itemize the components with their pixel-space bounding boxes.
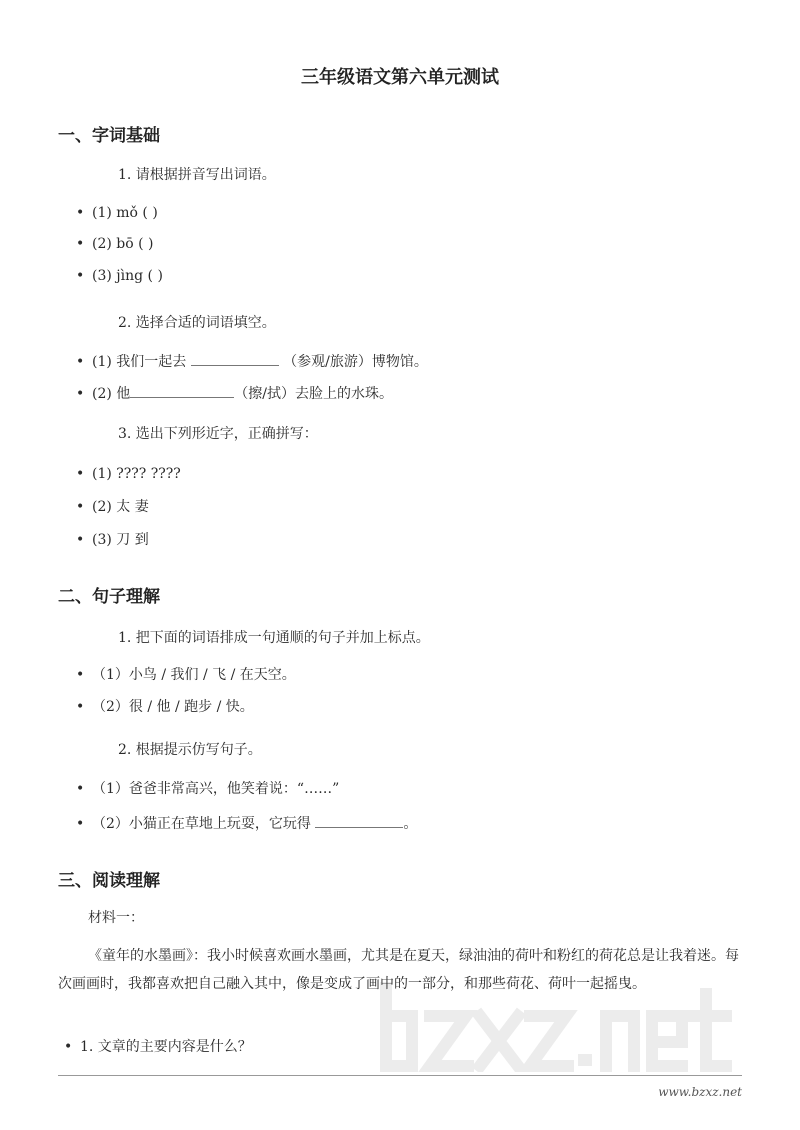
list-item (76, 351, 428, 372)
item-text: （1）爸爸非常高兴，他笑着说：“……” (92, 781, 340, 797)
question-prompt: 2. 选择合适的词语填空。 (118, 315, 276, 331)
list-item (76, 813, 417, 834)
footer-url: www.bzxz.net (658, 1085, 742, 1099)
material-label: 材料一： (88, 910, 144, 926)
item-text: （参观/旅游）博物馆。 (278, 354, 428, 370)
section-heading: 二、句子理解 (58, 587, 160, 607)
list-item: • (1) ???? ???? (76, 464, 181, 484)
section-heading: 三、阅读理解 (58, 871, 160, 891)
section-heading: 一、字词基础 (58, 126, 160, 146)
item-text: 。 (403, 816, 418, 832)
answer-blank[interactable] (130, 383, 234, 398)
list-item (76, 779, 339, 799)
list-item: • (1) mǒ ( ) (76, 203, 158, 223)
answer-blank[interactable] (191, 351, 279, 366)
reading-passage: 《童年的水墨画》：我小时候喜欢画水墨画，尤其是在夏天，绿油油的荷叶和粉红的荷花总是让我着迷。每次画画时，我都喜欢把自己融入其中，像是变成了画中的一部分，和那些荷花、荷叶一起摇曳。 (58, 948, 739, 992)
item-text: (2) 他 (92, 386, 131, 402)
question-prompt: 1. 请根据拼音写出词语。 (118, 167, 276, 183)
item-text: (1) 我们一起去 (92, 354, 191, 370)
answer-blank[interactable] (315, 813, 403, 828)
list-item (76, 383, 393, 404)
question-prompt: 3. 选出下列形近字，正确拼写： (118, 426, 318, 442)
list-item: • (2) bō ( ) (76, 234, 154, 254)
list-item: • 1. 文章的主要内容是什么？ (64, 1037, 252, 1057)
question-prompt: 1. 把下面的词语排成一句通顺的句子并加上标点。 (118, 630, 430, 646)
list-item: • (2) 太 妻 (76, 497, 149, 517)
list-item: • （1）小鸟 / 我们 / 飞 / 在天空。 (76, 665, 296, 685)
list-item: • (3) jìng ( ) (76, 266, 163, 286)
page-title: 三年级语文第六单元测试 (301, 67, 499, 88)
item-text: （擦/拭）去脸上的水珠。 (234, 386, 393, 402)
list-item: • (3) 刀 到 (76, 530, 149, 550)
item-text: （2）小猫正在草地上玩耍，它玩得 (92, 816, 316, 832)
list-item: • （2）很 / 他 / 跑步 / 快。 (76, 697, 254, 717)
question-prompt: 2. 根据提示仿写句子。 (118, 742, 262, 758)
footer-divider (58, 1075, 742, 1076)
